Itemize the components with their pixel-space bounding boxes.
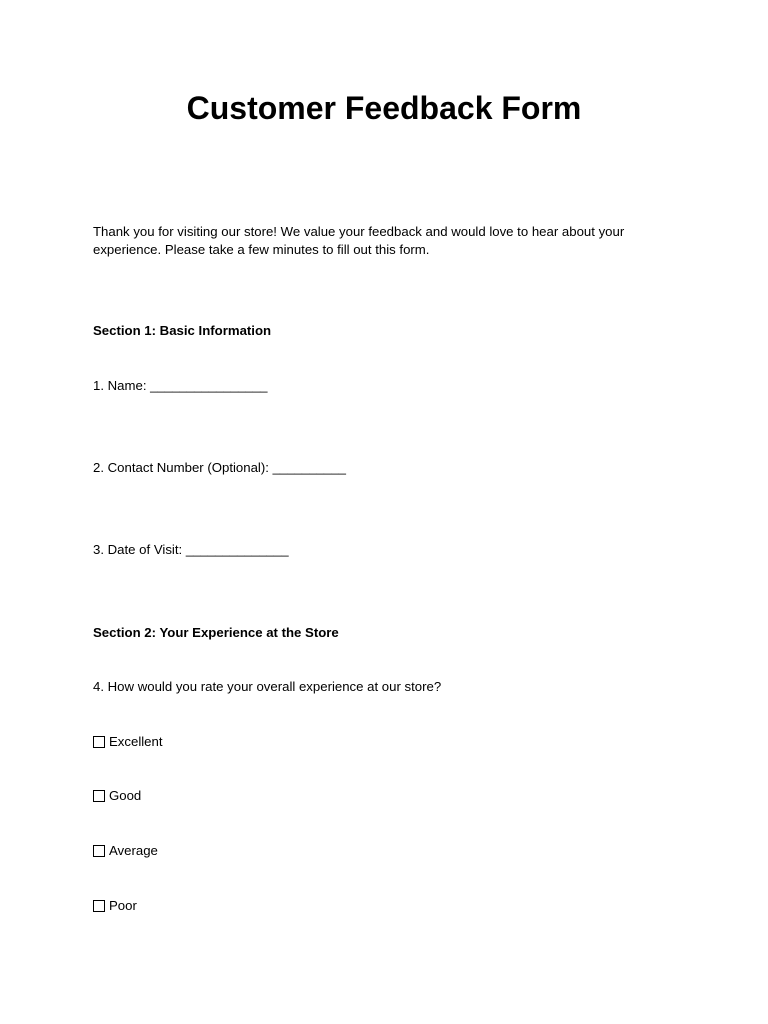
option-label: Good xyxy=(109,788,142,803)
rating-option-excellent[interactable] xyxy=(93,733,163,751)
question-date-of-visit[interactable]: 3. Date of Visit: ______________ xyxy=(93,542,289,557)
option-label: Average xyxy=(109,843,158,858)
question-contact-number[interactable]: 2. Contact Number (Optional): __________ xyxy=(93,460,346,475)
question-name[interactable]: 1. Name: ________________ xyxy=(93,378,268,393)
option-label: Excellent xyxy=(109,734,163,749)
intro-paragraph xyxy=(93,223,653,259)
section-2-heading: Section 2: Your Experience at the Store xyxy=(93,625,339,640)
checkbox-icon[interactable] xyxy=(93,845,105,857)
intro-line-2: experience. Please take a few minutes to fill out this form. xyxy=(93,242,430,257)
checkbox-icon[interactable] xyxy=(93,736,105,748)
checkbox-icon[interactable] xyxy=(93,790,105,802)
section-1-heading: Section 1: Basic Information xyxy=(93,323,272,338)
checkbox-icon[interactable] xyxy=(93,900,105,912)
page-title: Customer Feedback Form xyxy=(186,90,582,126)
rating-option-poor[interactable] xyxy=(93,897,137,915)
question-overall-rating: 4. How would you rate your overall experience at our store? xyxy=(93,679,442,694)
rating-option-good[interactable] xyxy=(93,787,141,805)
intro-line-1: Thank you for visiting our store! We value your feedback and would love to hear about your xyxy=(93,224,625,239)
option-label: Poor xyxy=(109,898,137,913)
rating-option-average[interactable] xyxy=(93,842,158,860)
